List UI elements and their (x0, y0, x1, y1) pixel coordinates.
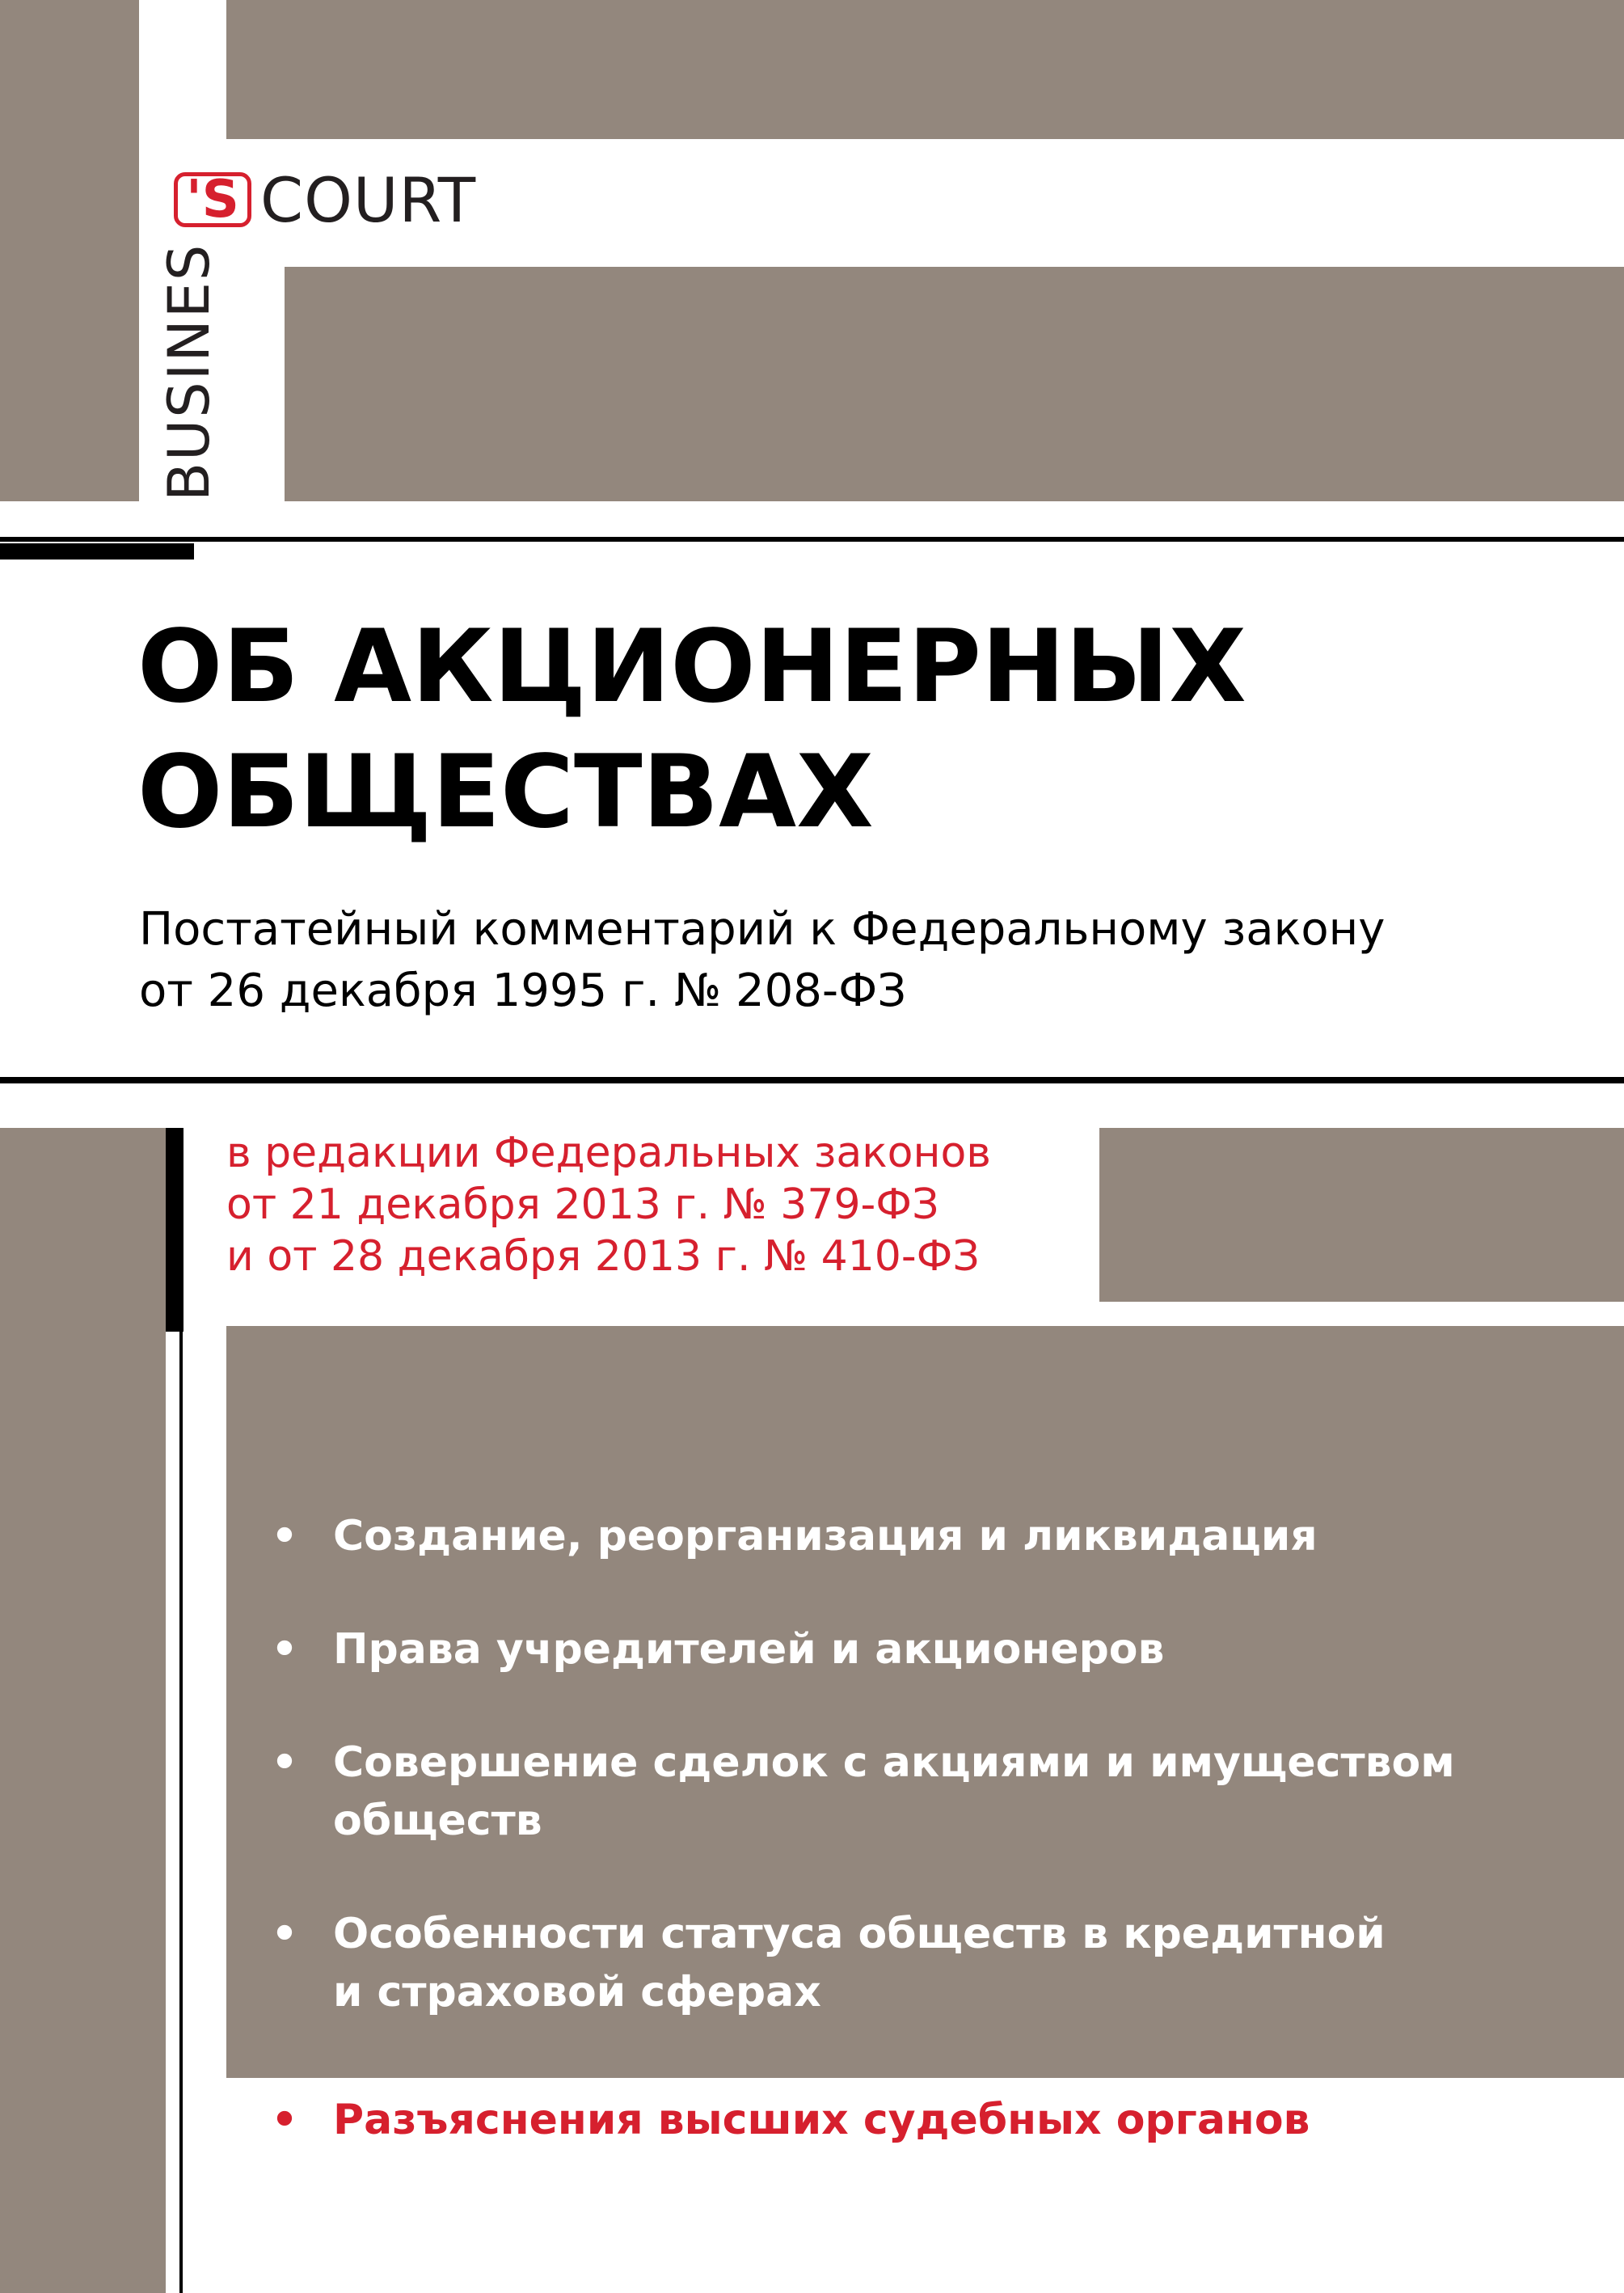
vertical-rule-thin (179, 1332, 183, 2293)
feature-item (271, 1905, 1497, 2021)
edition-note-line2: от 21 декабря 2013 г. № 379-ФЗ (226, 1180, 939, 1229)
book-title (137, 605, 1246, 855)
bullet-icon: • (271, 1625, 298, 1674)
feature-item-line2: и страховой сферах (333, 1968, 821, 2016)
top-left-panel (0, 0, 139, 501)
rule-bottom (0, 1077, 1624, 1083)
highlight-item-text: Разъяснения высших судебных органов (333, 2096, 1310, 2144)
feature-item (271, 1620, 1497, 1679)
feature-item (271, 1507, 1497, 1565)
book-subtitle-line2: от 26 декабря 1995 г. № 208-ФЗ (139, 965, 907, 1017)
rule-accent (0, 543, 194, 560)
feature-item-line2: обществ (333, 1797, 542, 1845)
upper-right-panel (285, 267, 1624, 501)
edition-note (226, 1127, 1075, 1282)
edition-note-line1: в редакции Федеральных законов (226, 1129, 991, 1177)
edition-side-panel (1099, 1128, 1624, 1302)
top-right-panel (226, 0, 1624, 139)
bullet-icon: • (271, 1910, 298, 1958)
highlight-item (271, 2091, 1497, 2149)
logo-badge: 'S (174, 172, 251, 227)
lower-left-panel (0, 1128, 166, 2293)
logo-busines-text: BUSINES (156, 243, 222, 501)
feature-item-line1: Права учредителей и акционеров (333, 1625, 1165, 1674)
vertical-rule-thick (166, 1128, 183, 1332)
bullet-icon: • (271, 1738, 298, 1787)
feature-item-line1: Особенности статуса обществ в кредитной (333, 1910, 1386, 1958)
edition-note-line3: и от 28 декабря 2013 г. № 410-ФЗ (226, 1232, 980, 1281)
bullet-icon: • (271, 2096, 298, 2144)
feature-item-line1: Совершение сделок с акциями и имуществом (333, 1738, 1455, 1787)
rule-top (0, 537, 1624, 542)
book-title-line1: ОБ АКЦИОНЕРНЫХ (137, 609, 1246, 725)
feature-item-line1: Создание, реорганизация и ликвидация (333, 1512, 1318, 1560)
book-title-line2: ОБЩЕСТВАХ (137, 734, 874, 851)
logo-court-text: COURT (260, 164, 477, 236)
bullet-icon: • (271, 1512, 298, 1560)
book-subtitle-line1: Постатейный комментарий к Федеральному закону (139, 903, 1386, 956)
feature-item (271, 1733, 1497, 1850)
book-subtitle (139, 899, 1513, 1022)
